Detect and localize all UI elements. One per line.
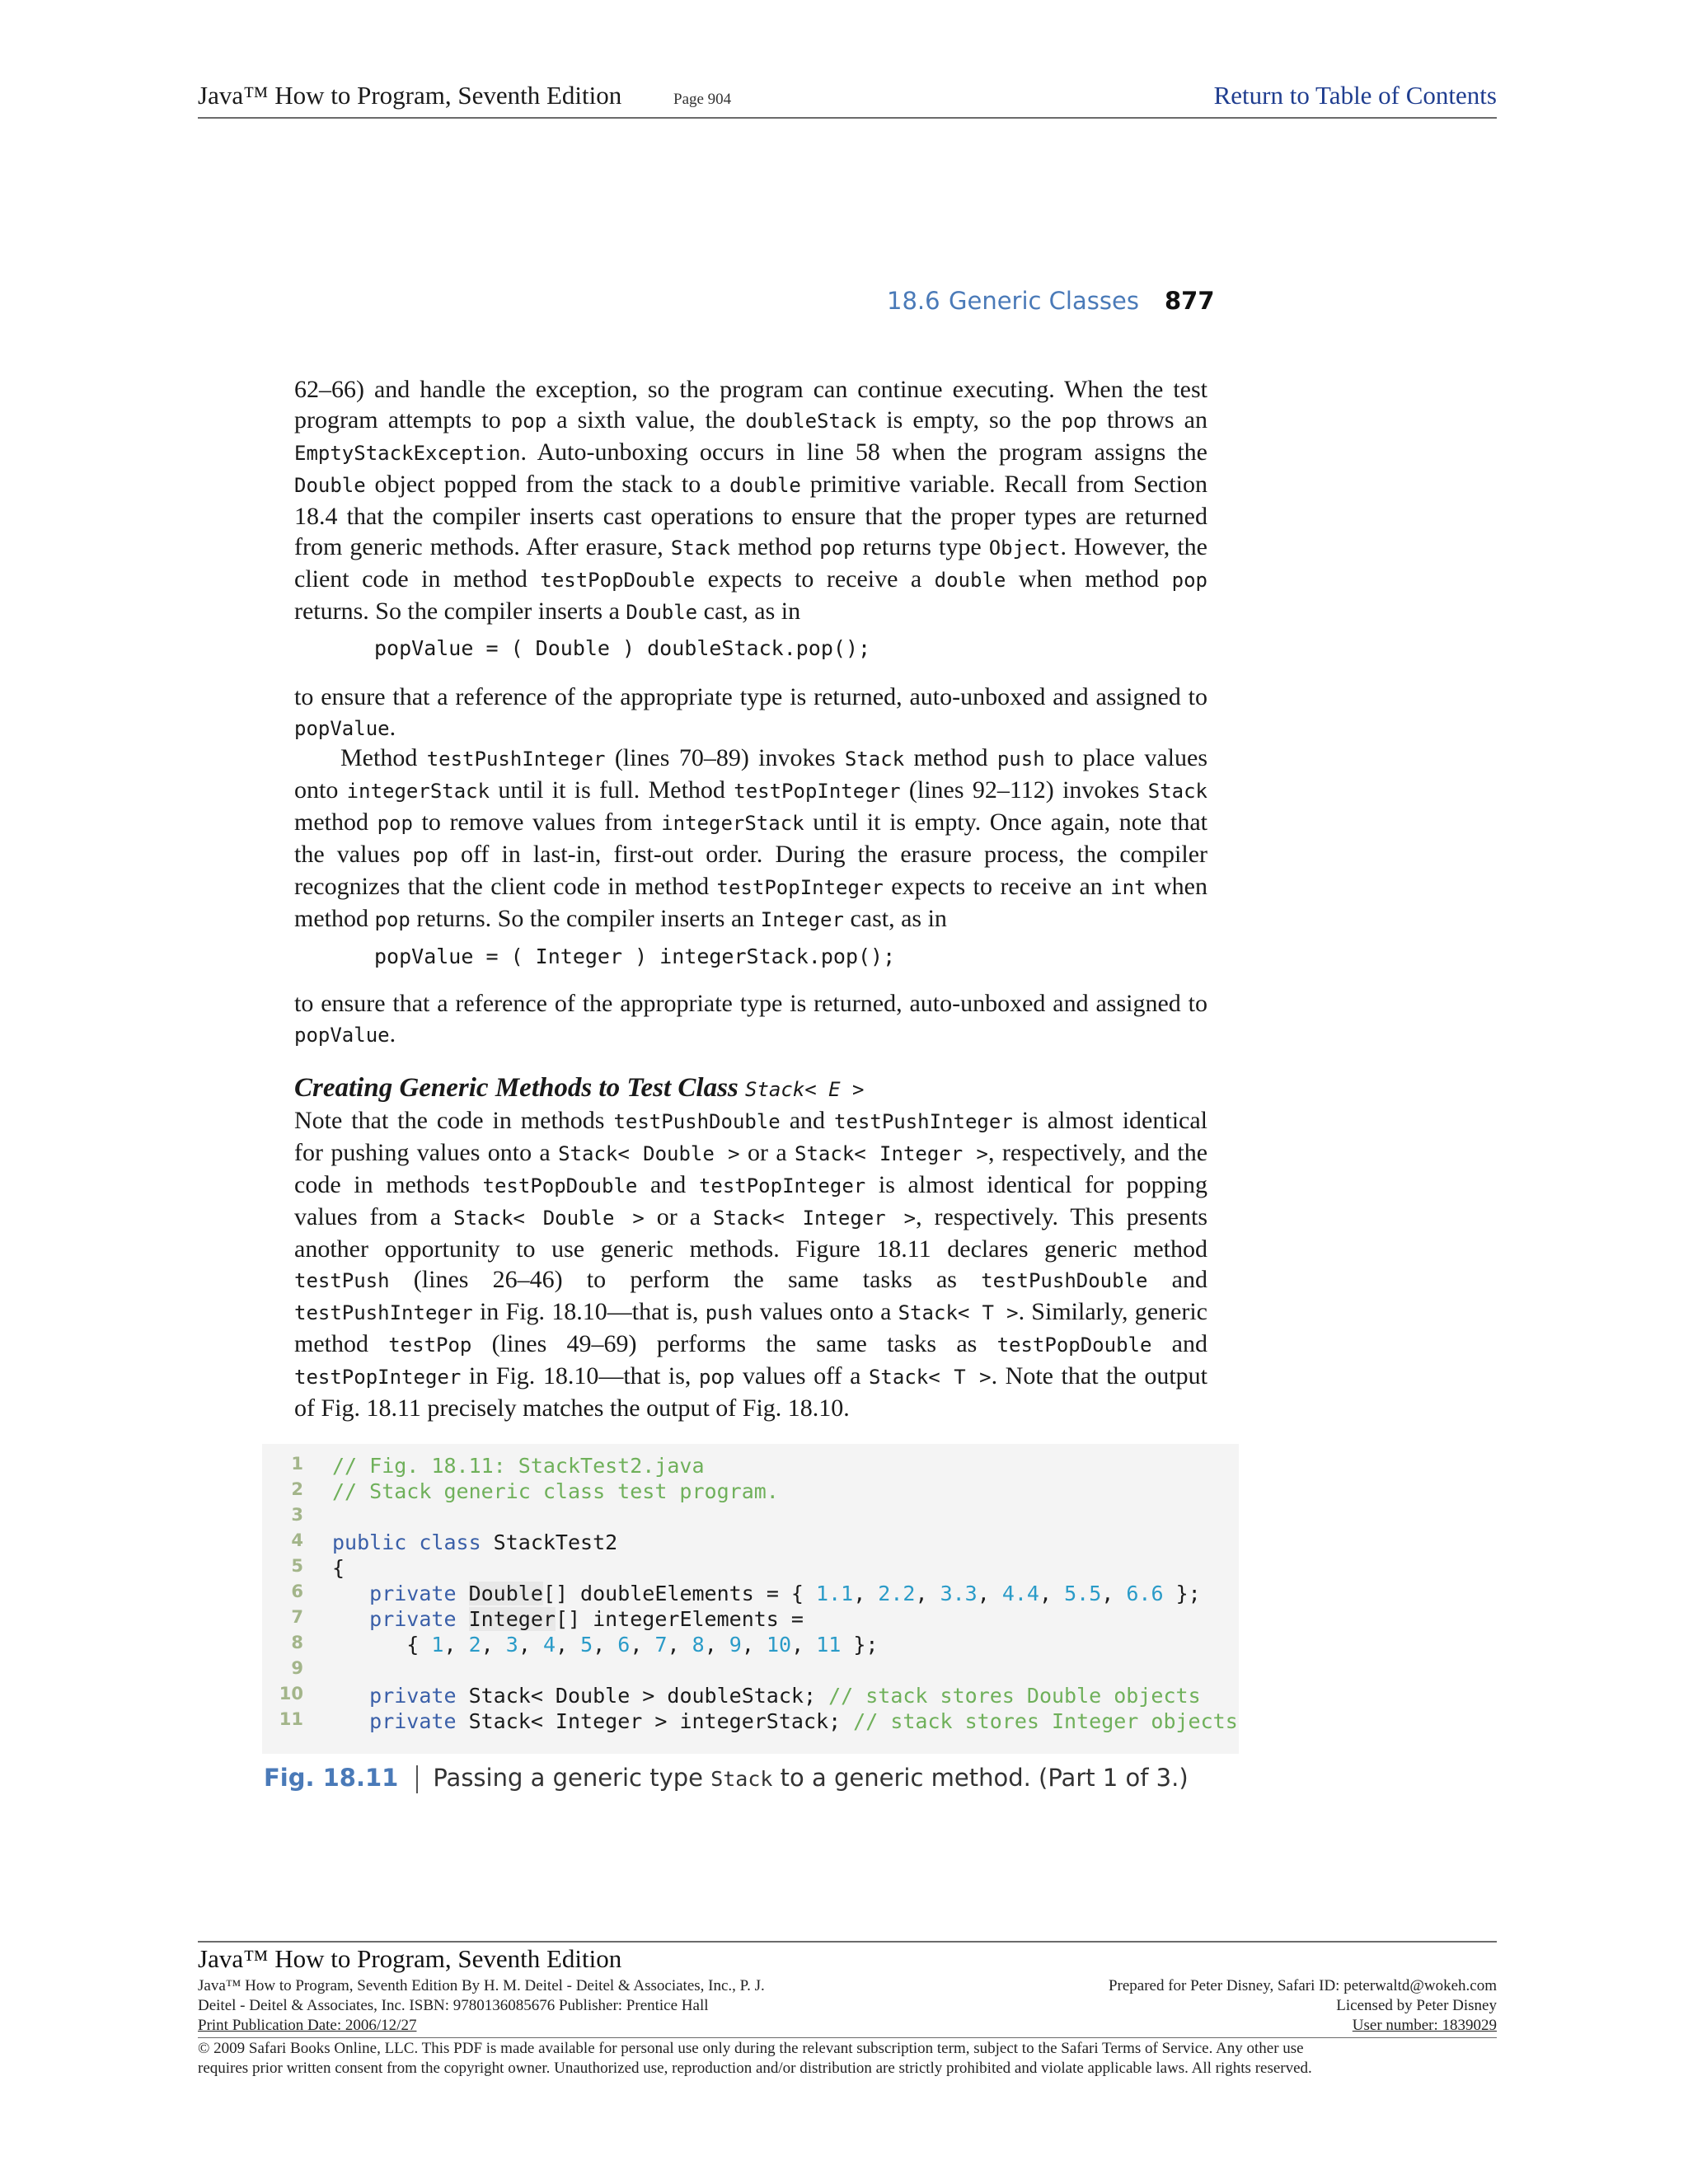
code-token: }; [841,1633,879,1657]
footer-licensed-by: Licensed by Peter Disney [1336,1997,1497,2014]
inline-code: int [1110,876,1146,899]
code-number: 4.4 [1001,1582,1039,1605]
inline-code: double [729,474,801,497]
text-run: . However, the client code in method [294,533,1207,593]
code-text [332,1607,804,1631]
code-text [332,1582,1201,1605]
inline-code: testPop [388,1333,472,1357]
text-run: to remove values from [412,808,662,836]
code-text [332,1709,1238,1733]
header-book-title: Java™ How to Program, Seventh Edition [198,81,622,110]
code-number: 1 [431,1633,444,1657]
text-run: values onto a [753,1298,898,1325]
inline-code: pop [374,908,410,931]
text-run: expects to receive an [883,873,1111,900]
text-run: to ensure that a reference of the appropriate type is returned, auto-unboxed and assigned to [294,990,1207,1017]
text-run: (lines 49–69) performs the same tasks as [471,1330,997,1357]
code-number: 6 [617,1633,631,1657]
code-text [332,1530,617,1554]
inline-code: Stack< T > [868,1366,992,1389]
code-example-double: popValue = ( Double ) doubleStack.pop(); [374,636,871,660]
inline-code: pop [510,410,547,433]
inline-code: testPushDouble [981,1269,1148,1292]
inline-code: testPopInteger [716,876,884,899]
code-token: [] doubleElements = { [542,1582,817,1605]
code-number: 9 [729,1633,742,1657]
code-token: , [1039,1582,1065,1605]
inline-code: Stack [1147,780,1207,803]
inline-code: Stack [670,537,731,560]
code-token: , [630,1633,655,1657]
text-run: when method [1006,565,1172,593]
code-token: StackTest2 [493,1530,618,1554]
line-number: 9 [291,1658,303,1678]
line-number: 6 [291,1582,303,1601]
header-page-label: Page 904 [673,91,732,108]
text-run: off in last-in, first-out order. During the erasure process, the compiler recognizes that the client code in method [294,841,1207,900]
code-token: , [556,1633,581,1657]
text-run: primitive variable. Recall from Section 18.4 that the compiler inserts cast operations to ensure that the proper types are returned from generic methods. After erasure, [294,471,1208,560]
code-number: 10 [766,1633,792,1657]
text-run: Note that the code in methods [294,1107,614,1134]
text-run: returns. So the compiler inserts a [294,598,626,625]
code-comment: // Stack generic class test program. [332,1479,779,1503]
footer-copyright-line-2: requires prior written consent from the copyright owner. Unauthorized use, reproduction and/or distribution are strictly prohibited and violate applicable laws. All rights reserved. [198,2060,1312,2077]
text-run: when method [294,873,1207,932]
code-token: , [704,1633,729,1657]
code-comment: // Fig. 18.11: StackTest2.java [332,1454,705,1478]
text-run: until it is full. Method [490,776,734,804]
code-comment: // stack stores Integer objects [853,1709,1238,1733]
inline-code: push [996,748,1045,771]
paragraph-5 [294,1105,1207,1423]
inline-code: pop [819,537,856,560]
footer-rule [198,1941,1497,1943]
text-run: . Note that the output of Fig. 18.11 precisely matches the output of Fig. 18.10. [294,1362,1207,1422]
text-run: method [730,533,820,560]
code-text [332,1479,779,1503]
line-number: 4 [291,1530,303,1550]
text-run: (lines 92–112) invokes [900,776,1148,804]
inline-code: integerStack [661,812,804,835]
footer-user-number: User number: 1839029 [1352,2017,1497,2034]
text-run: . Auto-unboxing occurs in line 58 when the program assigns the [520,438,1207,466]
code-token: , [593,1633,618,1657]
code-number: 6.6 [1126,1582,1164,1605]
inline-code: pop [1061,410,1097,433]
text-run: Method [340,744,427,771]
code-token: Double [468,1582,543,1605]
inline-code: pop [412,844,448,867]
text-run: , respectively, and the code in methods [294,1139,1208,1198]
inline-code: Double [294,474,366,497]
inline-code: Stack< Integer > [712,1207,917,1230]
code-token: , [667,1633,692,1657]
figure-label: Fig. 18.11 [264,1764,399,1792]
text-run: and [637,1171,699,1198]
text-run: is empty, so the [876,406,1062,434]
caption-separator [416,1765,418,1793]
inline-code: testPopDouble [540,569,696,592]
code-number: 8 [692,1633,705,1657]
inline-code: Stack< Integer > [795,1142,988,1165]
text-run: throws an [1096,406,1207,434]
return-to-toc-link[interactable]: Return to Table of Contents [1213,81,1497,110]
page-number: 877 [1165,287,1215,315]
code-token: Stack< Double > doubleStack; [468,1684,829,1708]
code-token: Stack< Integer > integerStack; [468,1709,854,1733]
text-run: is almost identical for pushing values onto a [294,1107,1208,1166]
text-run: and [1151,1330,1207,1357]
code-number: 5 [580,1633,593,1657]
text-run: object popped from the stack to a [365,471,730,498]
inline-code: testPush [294,1269,390,1292]
inline-code: testPopInteger [734,780,901,803]
code-token: , [977,1582,1002,1605]
inline-code: testPushInteger [834,1110,1013,1133]
text-run: a sixth value, the [546,406,746,434]
code-token: { [332,1633,432,1657]
text-run: cast, as in [843,905,947,932]
code-token: , [853,1582,879,1605]
line-number: 5 [291,1556,303,1576]
line-number: 3 [291,1505,303,1525]
code-token: , [791,1633,817,1657]
code-token: , [481,1633,506,1657]
code-token: }; [1163,1582,1201,1605]
caption-code: Stack [710,1767,773,1791]
text-run: or a [739,1139,795,1166]
code-number: 4 [542,1633,556,1657]
line-number: 11 [279,1709,303,1729]
code-token: , [915,1582,940,1605]
code-keyword: private [369,1684,469,1708]
footer-publication-date: Print Publication Date: 2006/12/27 [198,2017,417,2034]
inline-code: testPopInteger [698,1174,866,1197]
inline-code: testPushDouble [613,1110,781,1133]
text-run: in Fig. 18.10—that is, [472,1298,706,1325]
line-number: 8 [291,1633,303,1652]
code-text [332,1684,1201,1708]
text-run: , respectively. This presents another opportunity to use generic methods. Figure 18.11 declares generic method [294,1203,1208,1263]
code-token: , [741,1633,767,1657]
inline-code: testPopDouble [996,1333,1152,1357]
text-run: expects to receive a [695,565,935,593]
inline-code: testPopDouble [482,1174,638,1197]
code-text [332,1454,705,1478]
text-run: returns. So the compiler inserts an [410,905,761,932]
text-run: and [1147,1266,1207,1293]
code-number: 2 [468,1633,481,1657]
code-token [332,1582,369,1605]
inline-code: EmptyStackException [294,442,521,465]
code-text [332,1633,878,1657]
text-run: returns type [855,533,989,560]
text-run: method [904,744,997,771]
code-listing [262,1444,1239,1754]
inline-code: popValue [294,1024,390,1047]
code-number: 1.1 [816,1582,854,1605]
text-run: is almost identical for popping values from a [294,1171,1207,1230]
inline-code: testPushInteger [294,1301,473,1324]
inline-code: testPushInteger [426,748,606,771]
code-token [332,1607,369,1631]
code-keyword: public class [332,1530,494,1554]
section-subheading [294,1073,865,1104]
code-token: [] integerElements = [555,1607,804,1631]
inline-code: Double [626,601,698,624]
line-number: 2 [291,1479,303,1499]
inline-code: Integer [760,908,844,931]
footer-prepared-for: Prepared for Peter Disney, Safari ID: peterwaltd@wokeh.com [1108,1977,1497,1994]
code-comment: // stack stores Double objects [828,1684,1201,1708]
footer-author-line: Java™ How to Program, Seventh Edition By H. M. Deitel - Deitel & Associates, Inc., P. J. [198,1977,765,1994]
code-token [332,1684,369,1708]
code-number: 5.5 [1064,1582,1102,1605]
text-run: Creating Generic Methods to Test Class [294,1073,745,1103]
inline-code: Stack< T > [898,1301,1019,1324]
inline-code: Stack< E > [745,1078,865,1101]
inline-code: Stack [844,748,905,771]
inline-code: testPopInteger [294,1366,462,1389]
running-head-section: 18.6 [887,287,940,315]
code-token: , [443,1633,469,1657]
text-run: method [294,808,377,836]
text-run: to place values onto [294,744,1208,804]
code-token: { [332,1556,345,1580]
inline-code: pop [1171,569,1208,592]
paragraph-4 [294,988,1207,1051]
figure-caption [264,1764,1189,1793]
code-number: 3.3 [940,1582,978,1605]
text-run: . [389,1020,396,1047]
inline-code: double [934,569,1006,592]
text-run: until it is empty. Once again, note that the values [294,808,1207,868]
code-keyword: private [369,1709,469,1733]
code-number: 11 [816,1633,842,1657]
paragraph-2 [294,682,1207,744]
text-run: or a [644,1203,713,1230]
footer-copyright-line-1: © 2009 Safari Books Online, LLC. This PDF is made available for personal use only during the relevant subscription term, subject to the Safari Terms of Service. Any other use [198,2040,1304,2057]
paragraph-1 [294,374,1207,628]
document-header [198,76,1497,119]
inline-code: integerStack [346,780,490,803]
inline-code: Stack< Double > [453,1207,645,1230]
text-run: . [389,714,396,741]
code-text [332,1556,345,1580]
code-token: , [518,1633,543,1657]
text-run: values off a [734,1362,869,1390]
inline-code: pop [698,1366,735,1389]
code-keyword: private [369,1582,469,1605]
text-run: . Similarly, generic method [294,1298,1207,1357]
text-run: cast, as in [697,598,801,625]
text-run: (lines 26–46) to perform the same tasks as [389,1266,982,1293]
caption-text-after: to a generic method. (Part 1 of 3.) [772,1764,1189,1792]
inline-code: push [705,1301,753,1324]
code-number: 7 [654,1633,668,1657]
line-number: 7 [291,1607,303,1627]
code-token: Integer [468,1607,556,1631]
inline-code: Stack< Double > [558,1142,740,1165]
code-example-integer: popValue = ( Integer ) integerStack.pop(); [374,944,896,968]
running-head-title: Generic Classes [949,287,1139,315]
footer-divider [198,2037,1497,2038]
code-keyword: private [369,1607,469,1631]
code-token [332,1709,369,1733]
inline-code: doubleStack [745,410,877,433]
footer-book-title: Java™ How to Program, Seventh Edition [198,1944,622,1973]
line-number: 10 [279,1684,303,1704]
caption-text-before: Passing a generic type [433,1764,711,1792]
code-number: 2.2 [878,1582,916,1605]
text-run: and [780,1107,835,1134]
text-run: to ensure that a reference of the appropriate type is returned, auto-unboxed and assigned to [294,683,1207,710]
inline-code: pop [377,812,413,835]
inline-code: popValue [294,717,390,740]
text-run: in Fig. 18.10—that is, [461,1362,699,1390]
text-run: (lines 70–89) invokes [605,744,845,771]
code-token: , [1101,1582,1127,1605]
code-number: 3 [505,1633,518,1657]
text-run: 62–66) and handle the exception, so the program can continue executing. When the test program attempts to [294,376,1207,434]
inline-code: Object [988,537,1061,560]
footer-isbn-line: Deitel - Deitel & Associates, Inc. ISBN: 9780136085676 Publisher: Prentice Hall [198,1997,709,2014]
paragraph-3 [294,743,1207,935]
line-number: 1 [291,1454,303,1474]
